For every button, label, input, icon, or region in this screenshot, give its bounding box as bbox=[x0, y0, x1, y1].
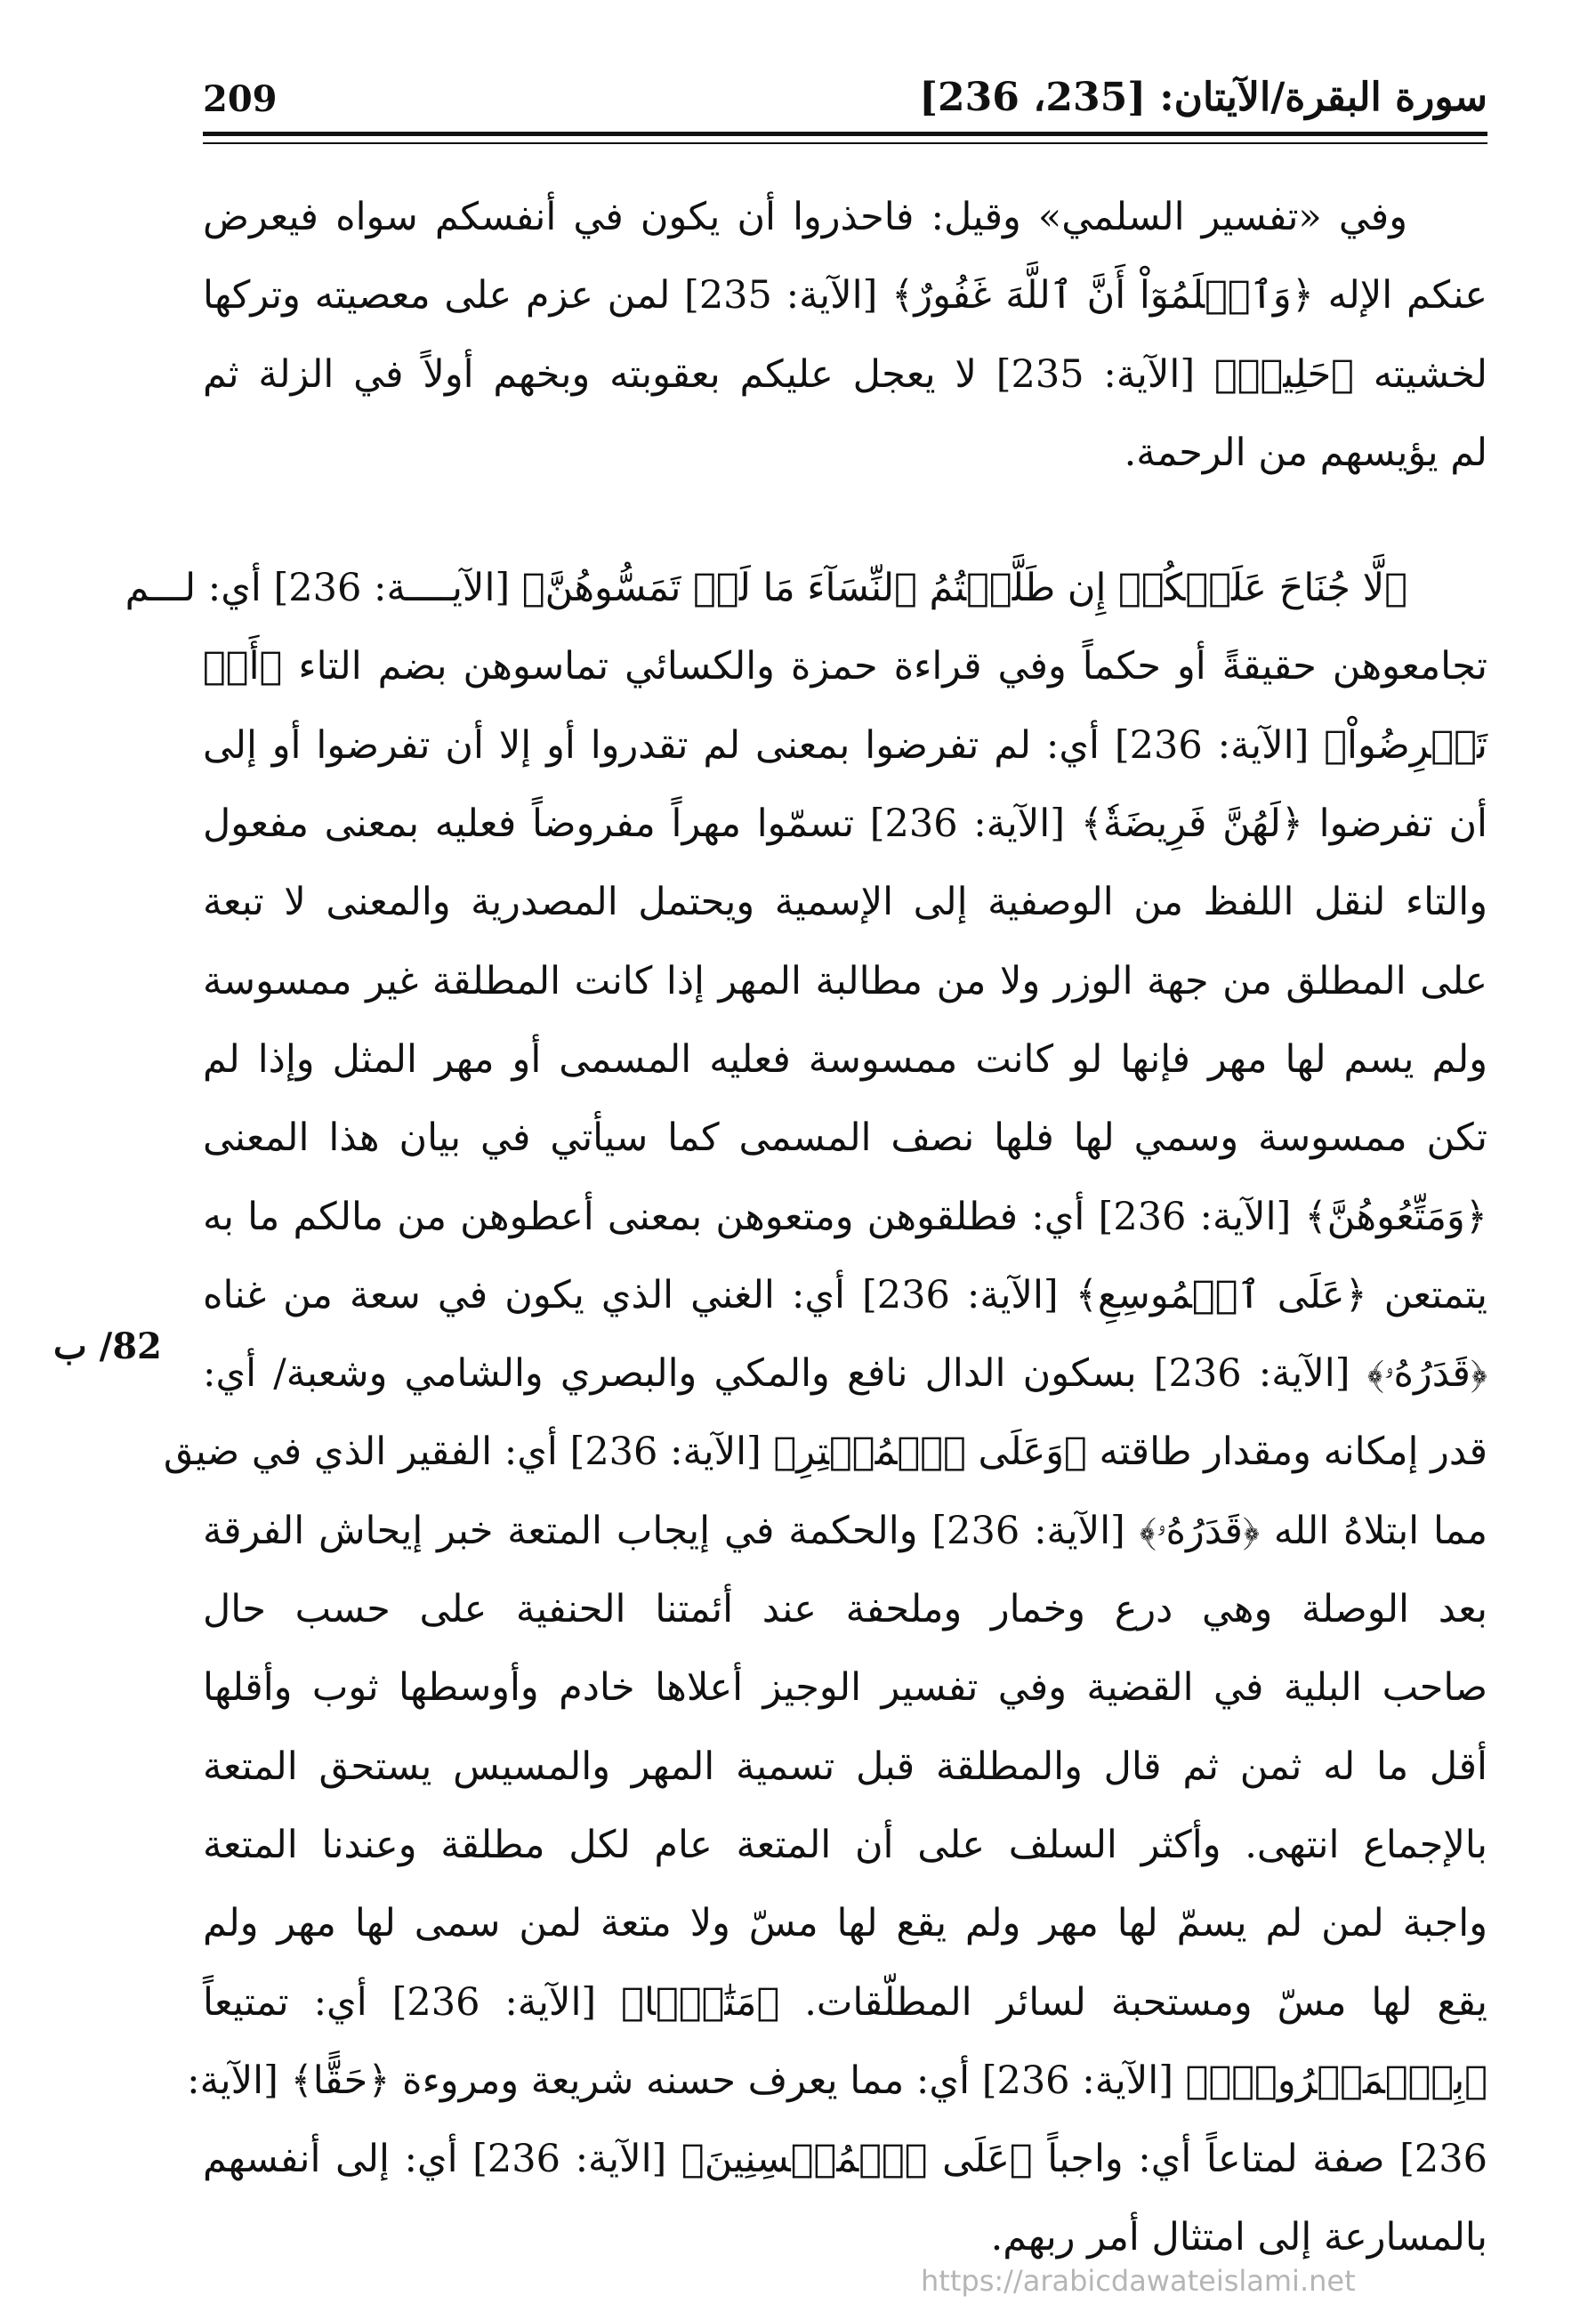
text-line: تجامعوهن حقيقةً أو حكماً وفي قراءة حمزة والكسائي تماسوهن بضم التاء ﴿أَوۡ bbox=[203, 644, 1487, 689]
text-line: بالمسارعة إلى امتثال أمر ربهم. bbox=[990, 2215, 1487, 2260]
text-line: لخشيته ﴿حَلِيمٞ﴾ [الآية: 235] لا يعجل عليكم بعقوبته وبخهم أولاً في الزلة ثم bbox=[203, 351, 1487, 397]
text-line: أقل ما له ثمن ثم قال والمطلقة قبل تسمية المهر والمسيس يستحق المتعة bbox=[203, 1744, 1487, 1789]
text-line: ولم يسم لها مهر فإنها لو كانت ممسوسة فعليه المسمى أو مهر المثل وإذا لم bbox=[203, 1036, 1487, 1082]
header-rule-thin bbox=[203, 142, 1487, 144]
running-head: سورة البقرة/الآيتان: [235، 236] bbox=[919, 75, 1487, 120]
text-line: قدر إمكانه ومقدار طاقته ﴿وَعَلَى ٱلۡمُقۡتِرِ﴾ [الآية: 236] أي: الفقير الذي في ضيق bbox=[163, 1430, 1487, 1475]
text-line: على المطلق من جهة الوزر ولا من مطالبة المهر إذا كانت المطلقة غير ممسوسة bbox=[203, 958, 1487, 1003]
text-line: بالإجماع انتهى. وأكثر السلف على أن المتعة عام لكل مطلقة وعندنا المتعة bbox=[203, 1822, 1487, 1867]
page-number: 209 bbox=[203, 78, 278, 120]
text-line: صاحب البلية في القضية وفي تفسير الوجيز أعلاها خادم وأوسطها ثوب وأقلها bbox=[203, 1665, 1487, 1711]
text-line: وفي «تفسير السلمي» وقيل: فاحذروا أن يكون في أنفسكم سواه فيعرض bbox=[203, 195, 1407, 239]
header-rule-thick bbox=[203, 132, 1487, 136]
text-line: ﴿قَدَرُهُۥ﴾ [الآية: 236] بسكون الدال نافع والمكي والبصري والشامي وشعبة/ أي: bbox=[203, 1351, 1487, 1397]
watermark-url: https://arabicdawateislami.net bbox=[921, 2264, 1356, 2298]
text-line: تكن ممسوسة وسمي لها فلها نصف المسمى كما سيأتي في بيان هذا المعنى bbox=[203, 1116, 1487, 1161]
text-line: أن تفرضوا ﴿لَهُنَّ فَرِيضَةٗ﴾ [الآية: 236] تسمّوا مهراً مفروضاً فعليه بمعنى مفعول bbox=[203, 802, 1487, 847]
text-line: عنكم الإله ﴿وَٱعۡلَمُوٓاْ أَنَّ ٱللَّهَ غَفُورٌ﴾ [الآية: 235] لمن عزم على معصيته وتركها bbox=[203, 273, 1487, 318]
text-line: تَفۡرِضُواْ﴾ [الآية: 236] أي: لم تفرضوا بمعنى لم تقدروا أو إلا أن تفرضوا أو إلى bbox=[203, 722, 1488, 768]
text-line: لم يؤيسهم من الرحمة. bbox=[1124, 430, 1487, 475]
text-line: واجبة لمن لم يسمّ لها مهر ولم يقع لها مسّ ولا متعة لمن سمى لها مهر ولم bbox=[203, 1901, 1487, 1946]
text-line: بعد الوصلة وهي درع وخمار وملحفة عند أئمتنا الحنفية على حسب حال bbox=[203, 1587, 1487, 1632]
text-line: يقع لها مسّ ومستحبة لسائر المطلّقات. ﴿مَتَٰعَۢا﴾ [الآية: 236] أي: تمتيعاً bbox=[203, 1979, 1488, 2025]
text-line: ﴿بِٱلۡمَعۡرُوفِۖ﴾ [الآية: 236] أي: مما يعرف حسنه شريعة ومروءة ﴿حَقًّا﴾ [الآية: bbox=[187, 2058, 1487, 2103]
main-text bbox=[125, 178, 1488, 2277]
margin-manuscript-folio-note: 82/ ب bbox=[53, 1325, 162, 1367]
paragraph bbox=[125, 549, 1488, 2277]
text-line: والتاء لنقل اللفظ من الوصفية إلى الإسمية ويحتمل المصدرية والمعنى لا تبعة bbox=[203, 880, 1487, 925]
paragraph bbox=[203, 178, 1487, 492]
text-line: ﴿لَّا جُنَاحَ عَلَيۡكُمۡ إِن طَلَّقۡتُمُ ٱلنِّسَآءَ مَا لَمۡ تَمَسُّوهُنَّ﴾ [الآيــــة: 236] أي: لـــم bbox=[125, 566, 1407, 611]
paragraph-gap bbox=[203, 492, 1487, 549]
text-line: يتمتعن ﴿عَلَى ٱلۡمُوسِعِ﴾ [الآية: 236] أي: الغني الذي يكون في سعة من غناه bbox=[203, 1272, 1488, 1317]
text-line: مما ابتلاهُ الله ﴿قَدَرُهُۥ﴾ [الآية: 236] والحكمة في إيجاب المتعة خبر إيحاش الفرقة bbox=[203, 1508, 1487, 1553]
text-line: ﴿وَمَتِّعُوهُنَّ﴾ [الآية: 236] أي: فطلقوهن ومتعوهن بمعنى أعطوهن من مالكم ما به bbox=[203, 1194, 1487, 1239]
text-line: 236] صفة لمتاعاً أي: واجباً ﴿عَلَى ٱلۡمُحۡسِنِينَ﴾ [الآية: 236] أي: إلى أنفسهم bbox=[203, 2137, 1487, 2182]
page-header bbox=[203, 71, 1487, 125]
